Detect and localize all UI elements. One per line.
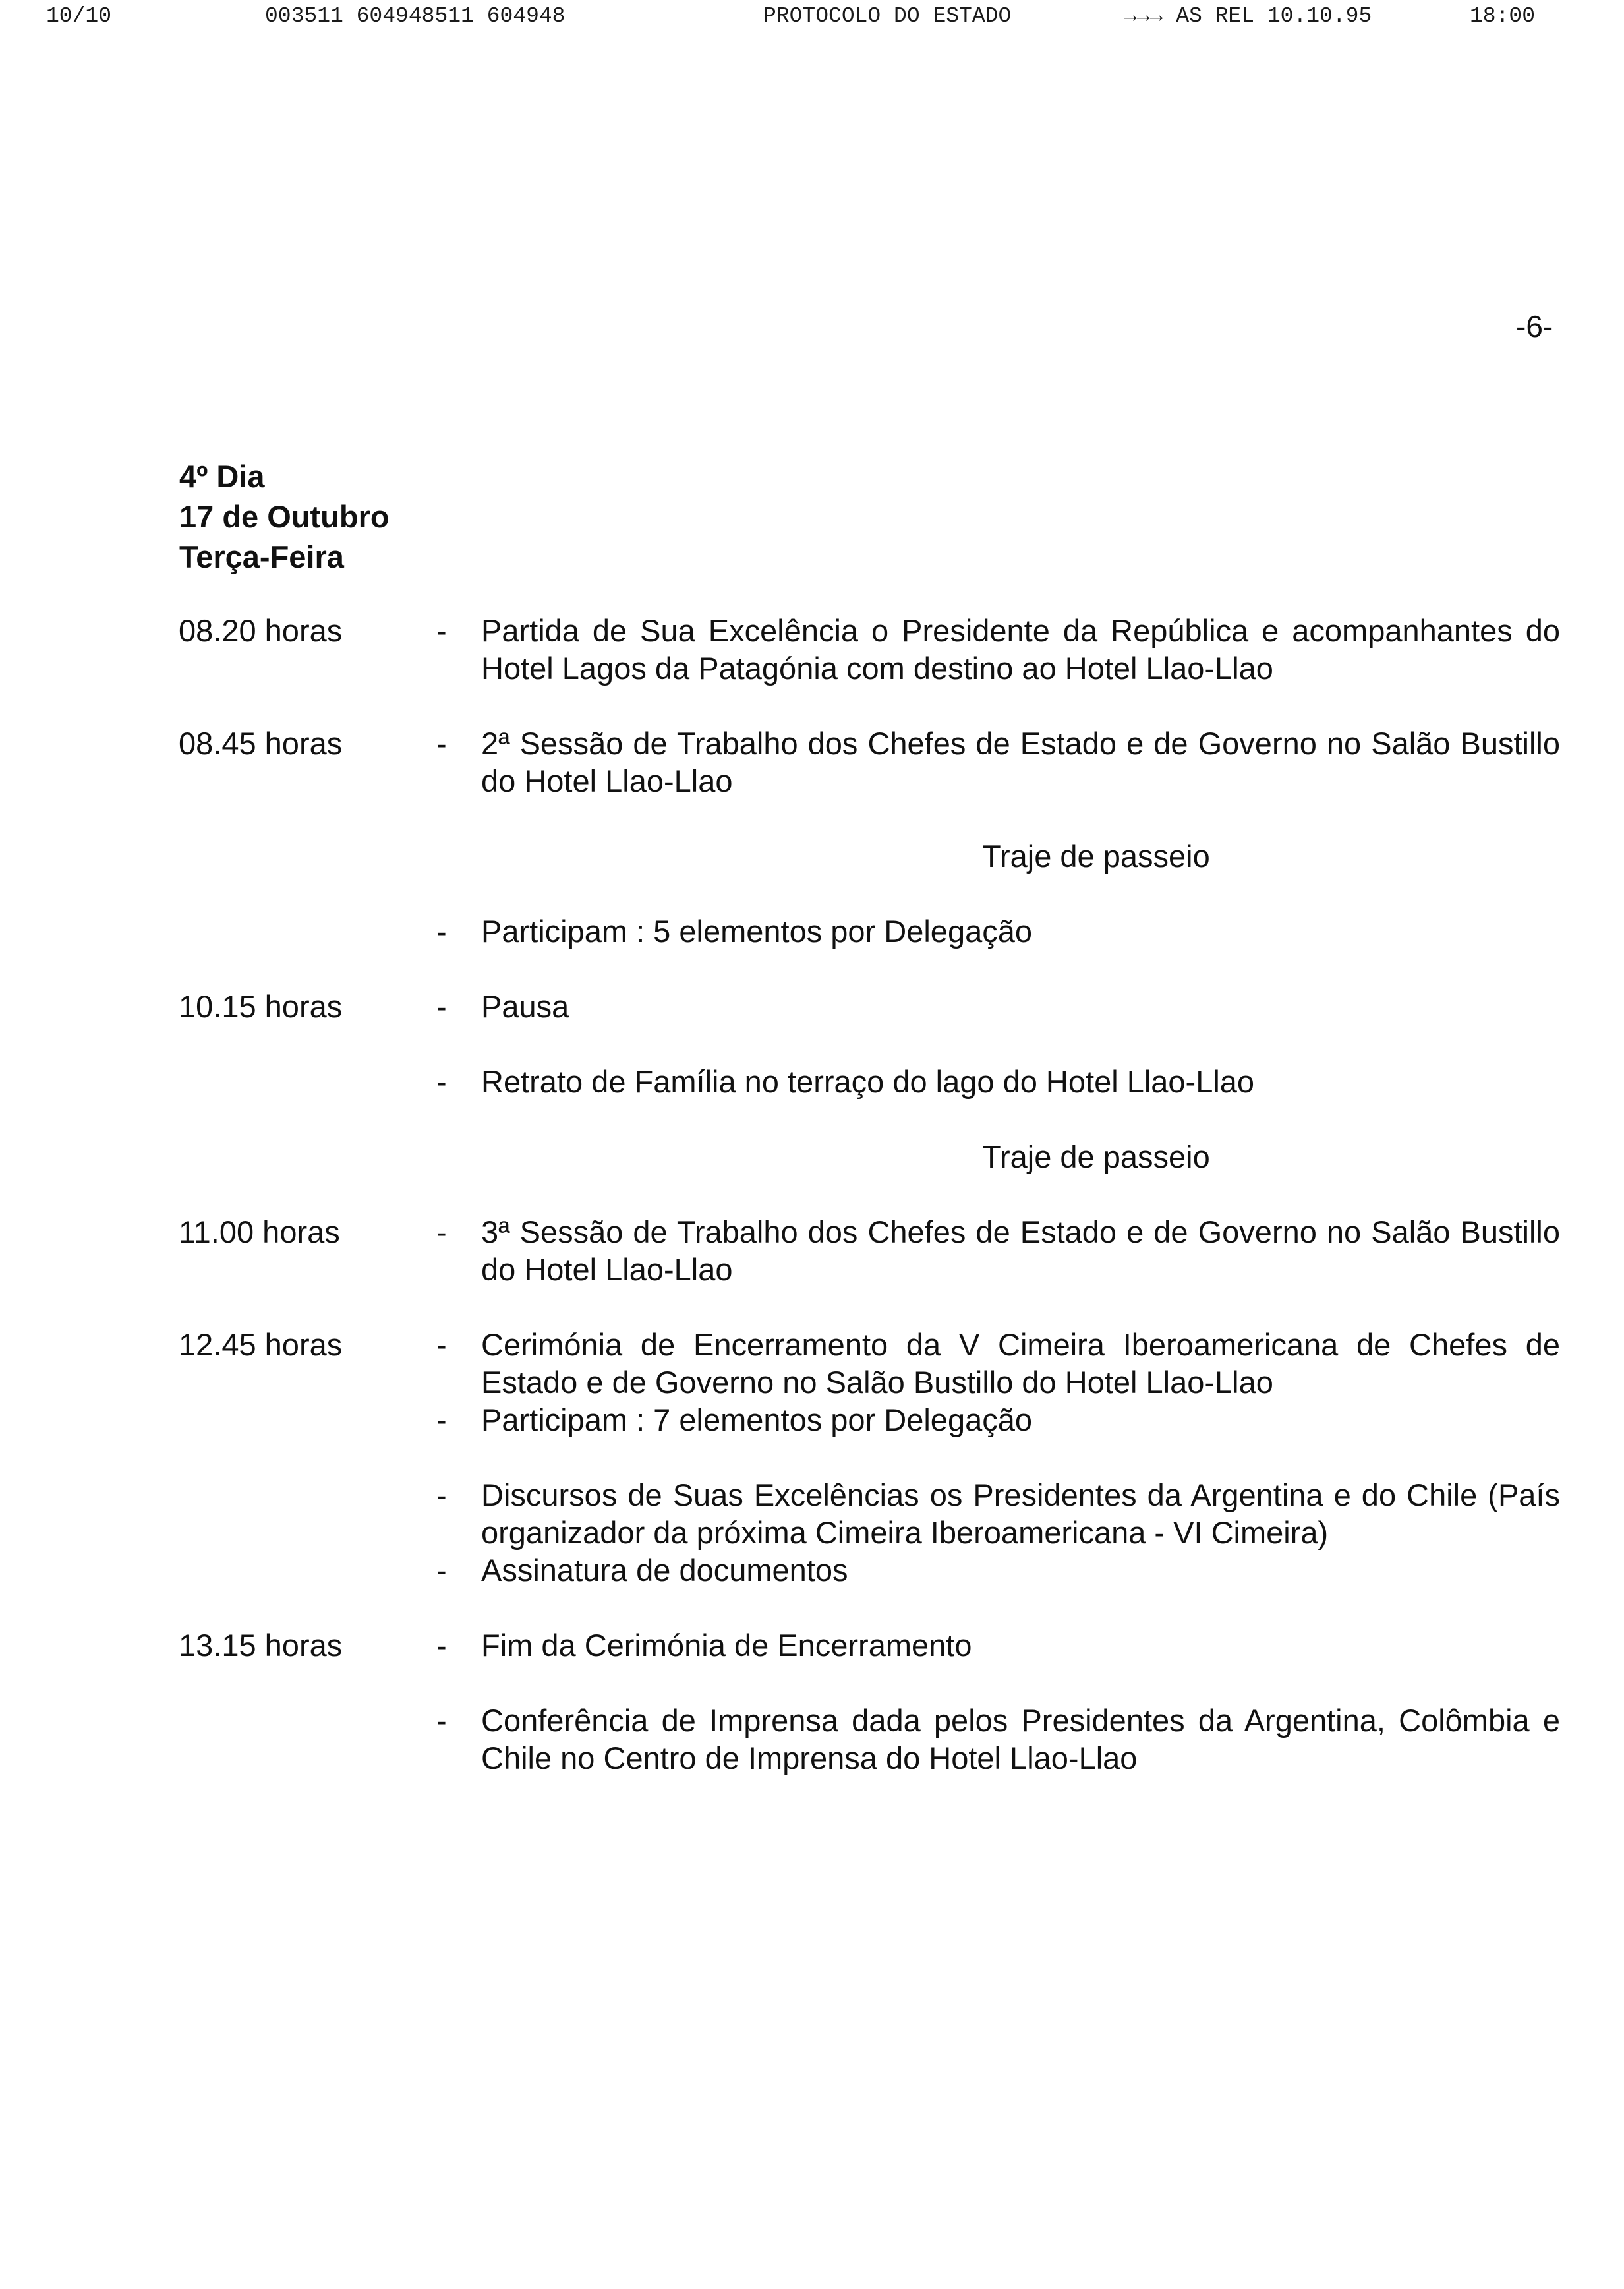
entry-item: - Pausa [436, 989, 569, 1024]
entry-item: - 3ª Sessão de Trabalho dos Chefes de Estado e de Governo no Salão Bustillo do Hotel Llao-Llao [436, 1214, 1560, 1287]
fax-transmission-header [0, 4, 1624, 38]
fax-sender: PROTOCOLO DO ESTADO [763, 4, 1012, 28]
fax-page-count: 10/10 [46, 4, 112, 28]
entry-item-text: 2ª Sessão de Trabalho dos Chefes de Estado e de Governo no Salão Bustillo do Hotel Llao-Llao [481, 726, 1560, 798]
fax-phone-numbers: 003511 604948511 604948 [265, 4, 566, 28]
entry-item: - 2ª Sessão de Trabalho dos Chefes de Estado e de Governo no Salão Bustillo do Hotel Llao-Llao [436, 726, 1560, 798]
entry-item-text: Conferência de Imprensa dada pelos Presidentes da Argentina, Colômbia e Chile no Centro de Imprensa do Hotel Llao-Llao [481, 1703, 1560, 1775]
entry-item: - Conferência de Imprensa dada pelos Presidentes da Argentina, Colômbia e Chile no Centro de Imprensa do Hotel Llao-Llao [436, 1703, 1560, 1775]
day-weekday: Terça-Feira [179, 539, 344, 574]
day-heading [179, 456, 390, 577]
day-number: 4º Dia [179, 459, 265, 494]
entry-item-text: Cerimónia de Encerramento da V Cimeira Iberoamericana de Chefes de Estado e de Governo no Salão Bustillo do Hotel Llao-Llao [481, 1327, 1560, 1400]
entry-item: - Fim da Cerimónia de Encerramento [436, 1628, 972, 1663]
entry-item-text: Discursos de Suas Excelências os Presidentes da Argentina e do Chile (País organizador da próxima Cimeira Iberoamericana - VI Cimeira) [481, 1477, 1560, 1550]
day-date: 17 de Outubro [179, 499, 390, 534]
entry-item-text: Fim da Cerimónia de Encerramento [481, 1628, 972, 1663]
entry-time: 08.45 horas [179, 726, 343, 761]
entry-time: 13.15 horas [179, 1628, 343, 1663]
entry-item-text: 3ª Sessão de Trabalho dos Chefes de Estado e de Governo no Salão Bustillo do Hotel Llao-Llao [481, 1214, 1560, 1287]
schedule-entry [0, 1326, 1624, 1589]
fax-time: 18:00 [1470, 4, 1536, 28]
page-number: -6- [1516, 309, 1553, 343]
entry-item: - Partida de Sua Excelência o Presidente da República e acompanhantes do Hotel Lagos da Patagónia com destino ao Hotel Llao-Llao [436, 613, 1560, 686]
fax-route: →→→ AS REL 10.10.95 [1124, 4, 1372, 28]
entry-item: - Assinatura de documentos [436, 1553, 848, 1588]
schedule-entry [0, 725, 1624, 950]
entry-time: 08.20 horas [179, 613, 343, 648]
entry-item-text: Participam : 7 elementos por Delegação [481, 1402, 1032, 1437]
entry-time: 12.45 horas [179, 1327, 343, 1362]
entry-item: - Retrato de Família no terraço do lago do Hotel Llao-Llao [436, 1064, 1255, 1099]
schedule-entry [0, 1626, 1624, 1777]
schedule-entry [0, 1213, 1624, 1288]
entry-item: - Discursos de Suas Excelências os Presidentes da Argentina e do Chile (País organizador da próxima Cimeira Iberoamericana - VI Cimeira) [436, 1477, 1560, 1550]
entry-item-text: Pausa [481, 989, 569, 1024]
entry-item: - Participam : 5 elementos por Delegação [436, 914, 1032, 949]
entry-item-text: Participam : 5 elementos por Delegação [481, 914, 1032, 949]
schedule-entry [0, 988, 1624, 1175]
schedule [0, 612, 1624, 1777]
schedule-entry [0, 612, 1624, 687]
dress-code: Traje de passeio [982, 839, 1210, 874]
entry-item: - Cerimónia de Encerramento da V Cimeira Iberoamericana de Chefes de Estado e de Governo no Salão Bustillo do Hotel Llao-Llao [436, 1327, 1560, 1400]
entry-item-text: Assinatura de documentos [481, 1553, 848, 1588]
entry-time: 11.00 horas [179, 1214, 340, 1249]
entry-item-text: Retrato de Família no terraço do lago do Hotel Llao-Llao [481, 1064, 1255, 1099]
entry-time: 10.15 horas [179, 989, 343, 1024]
entry-item: - Participam : 7 elementos por Delegação [436, 1402, 1032, 1437]
entry-item-text: Partida de Sua Excelência o Presidente da República e acompanhantes do Hotel Lagos da Patagónia com destino ao Hotel Llao-Llao [481, 613, 1560, 686]
dress-code: Traje de passeio [982, 1139, 1210, 1174]
